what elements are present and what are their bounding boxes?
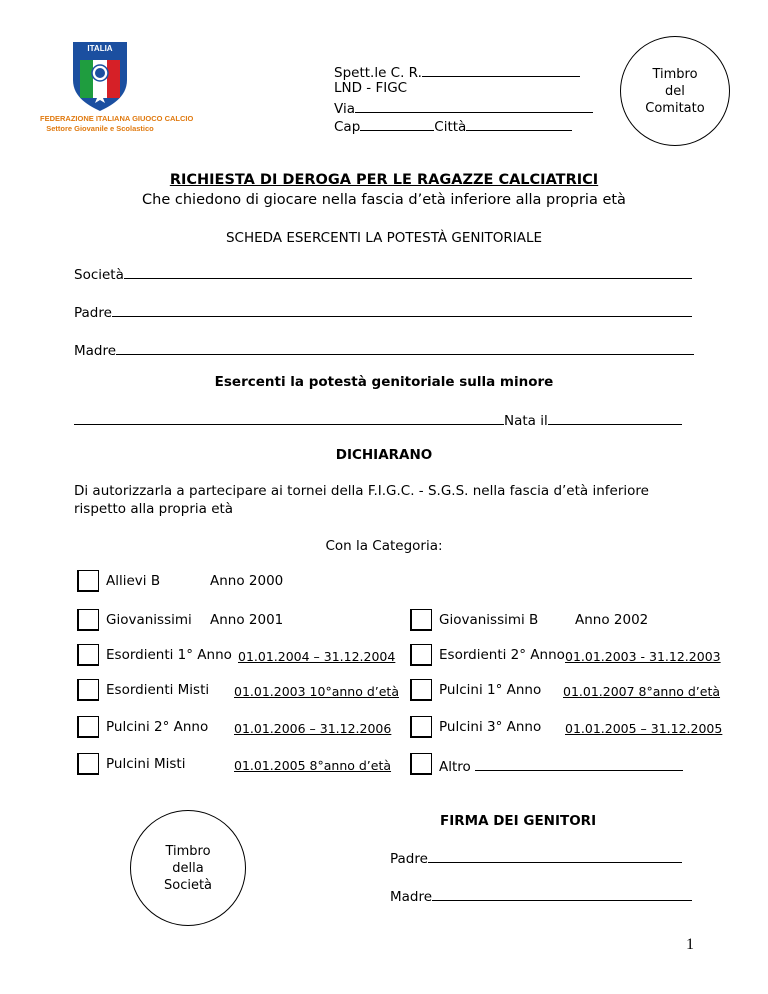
pulcini-misti-label: Pulcini Misti [106, 756, 186, 772]
paragraph-line-1: Di autorizzarla a partecipare ai tornei della F.I.G.C. - S.G.S. nella fascia d’età inferiore [74, 483, 649, 499]
citta-field[interactable] [466, 116, 572, 131]
giovanissimi-label: Giovanissimi [106, 612, 192, 628]
giovanissimi-b-label: Giovanissimi B [439, 612, 539, 628]
esordienti-2-label: Esordienti 2° Anno [439, 647, 565, 663]
societa-stamp: Timbro della Società [130, 810, 246, 926]
pulcini-2-detail: 01.01.2006 – 31.12.2006 [234, 721, 392, 736]
pulcini-2-label: Pulcini 2° Anno [106, 719, 209, 735]
societa-row: Società [74, 264, 692, 284]
pulcini-3-detail: 01.01.2005 – 31.12.2005 [565, 721, 723, 736]
esordienti-1-detail: 01.01.2004 – 31.12.2004 [238, 649, 396, 664]
cr-field[interactable] [422, 62, 580, 77]
esercenti-heading: Esercenti la potestà genitoriale sulla minore [214, 374, 554, 390]
figc-logo [40, 40, 194, 140]
pulcini-1-label: Pulcini 1° Anno [439, 682, 542, 698]
firma-heading: FIRMA DEI GENITORI [440, 813, 597, 829]
allievi-b-label: Allievi B [106, 573, 161, 589]
pulcini-3-label: Pulcini 3° Anno [439, 719, 542, 735]
giovanissimi-b-detail: Anno 2002 [575, 612, 649, 628]
checkbox-allievi-b[interactable] [77, 570, 99, 592]
firma-madre-field[interactable] [432, 886, 692, 901]
giovanissimi-detail: Anno 2001 [210, 612, 284, 628]
address-line-2: LND - FIGC [334, 80, 408, 96]
madre-row: Madre [74, 340, 694, 360]
checkbox-esordienti-misti[interactable] [77, 679, 99, 701]
page-number: 1 [686, 936, 694, 953]
allievi-b-detail: Anno 2000 [210, 573, 284, 589]
paragraph-line-2: rispetto alla propria età [74, 501, 234, 517]
firma-madre-row: Madre [390, 886, 692, 906]
checkbox-altro[interactable] [410, 753, 432, 775]
esordienti-misti-label: Esordienti Misti [106, 682, 210, 698]
address-line-1: Spett.le C. R. [334, 62, 580, 82]
page-subtitle: Che chiedono di giocare nella fascia d’età inferiore alla propria età [142, 192, 626, 208]
pulcini-misti-detail: 01.01.2005 8°anno d’età [234, 758, 392, 773]
checkbox-pulcini-misti[interactable] [77, 753, 99, 775]
padre-row: Padre [74, 302, 692, 322]
altro-field[interactable] [475, 756, 683, 771]
checkbox-pulcini-1[interactable] [410, 679, 432, 701]
esordienti-misti-detail: 01.01.2003 10°anno d’età [234, 684, 399, 699]
esordienti-1-label: Esordienti 1° Anno [106, 647, 232, 663]
logo-sector-text: Settore Giovanile e Scolastico [46, 124, 154, 133]
checkbox-esordienti-2[interactable] [410, 644, 432, 666]
figc-shield-icon [70, 40, 130, 112]
firma-padre-field[interactable] [428, 848, 682, 863]
checkbox-giovanissimi[interactable] [77, 609, 99, 631]
logo-federation-text: FEDERAZIONE ITALIANA GIUOCO CALCIO [40, 114, 194, 123]
page-title: RICHIESTA DI DEROGA PER LE RAGAZZE CALCIATRICI [169, 172, 599, 188]
checkbox-pulcini-2[interactable] [77, 716, 99, 738]
esordienti-2-detail: 01.01.2003 - 31.12.2003 [565, 649, 721, 664]
padre-field[interactable] [112, 302, 692, 317]
nata-il-field[interactable] [548, 410, 682, 425]
dichiarano-heading: DICHIARANO [335, 447, 433, 463]
societa-field[interactable] [124, 264, 692, 279]
madre-field[interactable] [116, 340, 694, 355]
logo-italia-text: ITALIA [87, 44, 113, 53]
firma-padre-row: Padre [390, 848, 682, 868]
altro-row: Altro [439, 756, 683, 776]
via-field[interactable] [355, 98, 593, 113]
comitato-stamp: Timbro del Comitato [620, 36, 730, 146]
address-line-3: Via [334, 98, 593, 118]
pulcini-1-detail: 01.01.2007 8°anno d’età [563, 684, 721, 699]
cap-field[interactable] [360, 116, 434, 131]
minore-name-field[interactable] [74, 410, 504, 425]
address-line-4: Cap Città [334, 116, 572, 136]
checkbox-pulcini-3[interactable] [410, 716, 432, 738]
checkbox-giovanissimi-b[interactable] [410, 609, 432, 631]
con-categoria-label: Con la Categoria: [325, 538, 443, 554]
checkbox-esordienti-1[interactable] [77, 644, 99, 666]
minore-row: Nata il [74, 410, 682, 430]
section-heading: SCHEDA ESERCENTI LA POTESTÀ GENITORIALE [225, 230, 543, 246]
